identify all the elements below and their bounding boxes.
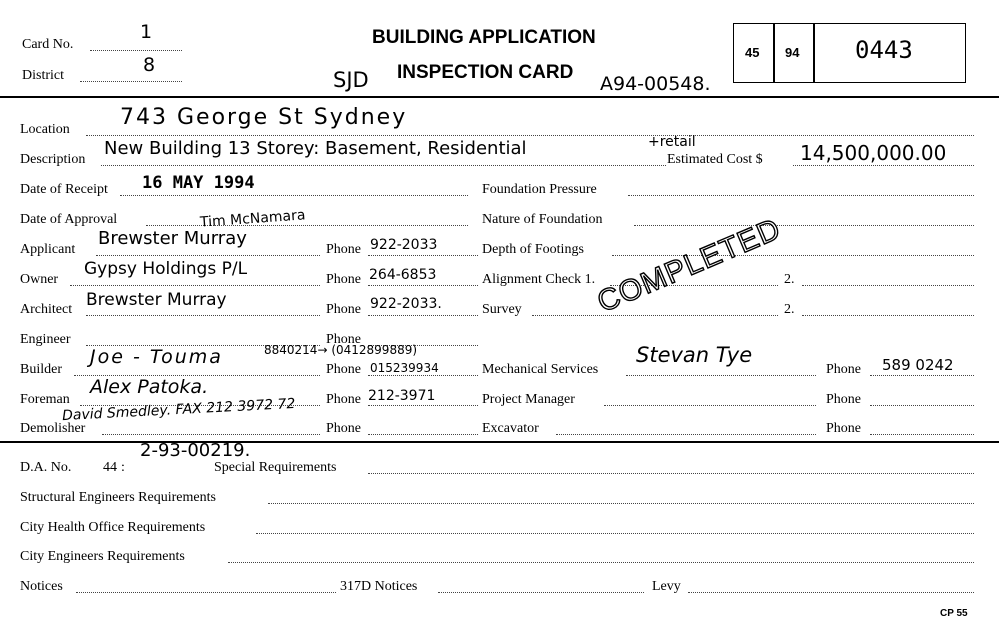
demolisher-line <box>102 434 320 435</box>
builder-label: Builder <box>20 362 62 377</box>
health-requirements-label: City Health Office Requirements <box>20 520 206 535</box>
survey-label-2: 2. <box>784 302 795 317</box>
initials-handwritten: SJD <box>333 68 369 92</box>
excavator-phone-line <box>870 434 974 435</box>
levy-line <box>688 592 974 593</box>
notices-line <box>76 592 336 593</box>
foreman-phone-label: Phone <box>326 392 361 407</box>
alignment-check-label-2: 2. <box>784 272 795 287</box>
special-requirements-line <box>368 473 974 474</box>
demolisher-phone-label: Phone <box>326 421 361 436</box>
description-extra: +retail <box>648 134 696 150</box>
date-of-approval-line <box>146 225 468 226</box>
survey-line-2 <box>802 315 974 316</box>
project-manager-phone-line <box>870 405 974 406</box>
alignment-check-line-2 <box>802 285 974 286</box>
da-no-colon: : <box>121 460 125 475</box>
demolisher-phone-line <box>368 434 478 435</box>
structural-requirements-line <box>268 503 974 504</box>
card-title-line2: INSPECTION CARD <box>397 62 574 83</box>
description-label: Description <box>20 152 86 167</box>
architect-phone: 922-2033. <box>370 296 442 312</box>
city-engineers-requirements-line <box>228 562 974 563</box>
foundation-pressure-line <box>628 195 974 196</box>
mechanical-services-value: Stevan Tye <box>636 343 753 367</box>
applicant-phone-label: Phone <box>326 242 361 257</box>
owner-phone: 264-6853 <box>369 267 437 283</box>
location-value: 743 George St Sydney <box>120 105 408 130</box>
district-label: District <box>22 68 64 83</box>
header-divider <box>0 96 999 98</box>
structural-requirements-label: Structural Engineers Requirements <box>20 490 216 505</box>
notices-label: Notices <box>20 579 63 594</box>
nature-of-foundation-line <box>634 225 974 226</box>
date-of-receipt-label: Date of Receipt <box>20 182 108 197</box>
applicant-value: Brewster Murray <box>98 228 247 249</box>
levy-label: Levy <box>652 579 681 594</box>
description-line <box>101 165 666 166</box>
mechanical-services-phone-label: Phone <box>826 362 861 377</box>
project-manager-line <box>604 405 816 406</box>
number-box-b-value: 94 <box>785 45 800 60</box>
date-of-approval-value: Tim McNamara <box>199 207 306 231</box>
builder-phone-1: 8840214→ (0412899889) <box>264 343 418 357</box>
owner-phone-label: Phone <box>326 272 361 287</box>
mechanical-services-phone-line <box>870 375 974 376</box>
card-title-line1: BUILDING APPLICATION <box>372 27 596 48</box>
architect-line <box>86 315 320 316</box>
estimated-cost-value: 14,500,000.00 <box>800 141 947 165</box>
nature-of-foundation-label: Nature of Foundation <box>482 212 603 227</box>
da-no-number: 44 <box>103 460 117 475</box>
location-label: Location <box>20 122 70 137</box>
engineer-phone-label: Phone <box>326 332 361 347</box>
date-of-approval-label: Date of Approval <box>20 212 118 227</box>
architect-phone-label: Phone <box>326 302 361 317</box>
engineer-label: Engineer <box>20 332 71 347</box>
number-box-a-value: 45 <box>745 45 760 60</box>
estimated-cost-label: Estimated Cost $ <box>667 152 763 167</box>
builder-phone-2: 015239934 <box>370 361 439 375</box>
survey-label: Survey <box>482 302 522 317</box>
builder-phone-label: Phone <box>326 362 361 377</box>
foreman-phone: 212-3971 <box>368 388 436 404</box>
card-no-line <box>90 50 182 51</box>
depth-of-footings-line <box>612 255 974 256</box>
mechanical-services-line <box>626 375 816 376</box>
applicant-phone: 922-2033 <box>370 237 438 253</box>
health-requirements-line <box>256 533 974 534</box>
estimated-cost-line <box>793 165 974 166</box>
demolisher-label: Demolisher <box>20 421 86 436</box>
excavator-label: Excavator <box>482 421 539 436</box>
date-of-receipt-line <box>120 195 468 196</box>
architect-value: Brewster Murray <box>86 290 227 310</box>
card-no-label: Card No. <box>22 37 74 52</box>
project-manager-label: Project Manager <box>482 392 575 407</box>
application-number-handwritten: A94-00548. <box>600 73 711 95</box>
district-line <box>80 81 182 82</box>
architect-phone-line <box>368 315 478 316</box>
special-requirements-label: Special Requirements <box>214 460 337 475</box>
description-value: New Building 13 Storey: Basement, Residential <box>104 138 527 159</box>
notices-317d-line <box>438 592 644 593</box>
mechanical-services-label: Mechanical Services <box>482 362 599 377</box>
project-manager-phone-label: Phone <box>826 392 861 407</box>
number-box-c-value: 0443 <box>855 36 913 64</box>
depth-of-footings-label: Depth of Footings <box>482 242 584 257</box>
owner-line <box>70 285 320 286</box>
da-no-handwritten: 2-93-00219. <box>140 440 251 461</box>
form-code: CP 55 <box>940 608 968 619</box>
survey-line-1 <box>532 315 778 316</box>
demolisher-value: David Smedley. FAX 212 3972 72 <box>61 395 296 425</box>
architect-label: Architect <box>20 302 73 317</box>
foundation-pressure-label: Foundation Pressure <box>482 182 597 197</box>
foreman-value: Alex Patoka. <box>90 376 209 398</box>
da-no-label: D.A. No. <box>20 460 72 475</box>
alignment-check-label: Alignment Check 1. <box>482 272 596 287</box>
applicant-label: Applicant <box>20 242 76 257</box>
owner-phone-line <box>368 285 478 286</box>
builder-value: Joe - Touma <box>90 346 223 368</box>
foreman-label: Foreman <box>20 392 70 407</box>
completed-stamp: COMPLETED <box>592 212 786 320</box>
excavator-line <box>556 434 816 435</box>
owner-label: Owner <box>20 272 59 287</box>
card-no-value: 1 <box>140 21 153 43</box>
mechanical-services-phone: 589 0242 <box>882 356 954 374</box>
location-line <box>86 135 974 136</box>
city-engineers-requirements-label: City Engineers Requirements <box>20 549 185 564</box>
notices-317d-label: 317D Notices <box>340 579 418 594</box>
applicant-line <box>96 255 320 256</box>
applicant-phone-line <box>368 255 478 256</box>
excavator-phone-label: Phone <box>826 421 861 436</box>
owner-value: Gypsy Holdings P/L <box>84 259 248 279</box>
builder-phone-line <box>368 375 478 376</box>
date-of-receipt-value: 16 MAY 1994 <box>142 173 255 193</box>
district-value: 8 <box>143 54 156 76</box>
